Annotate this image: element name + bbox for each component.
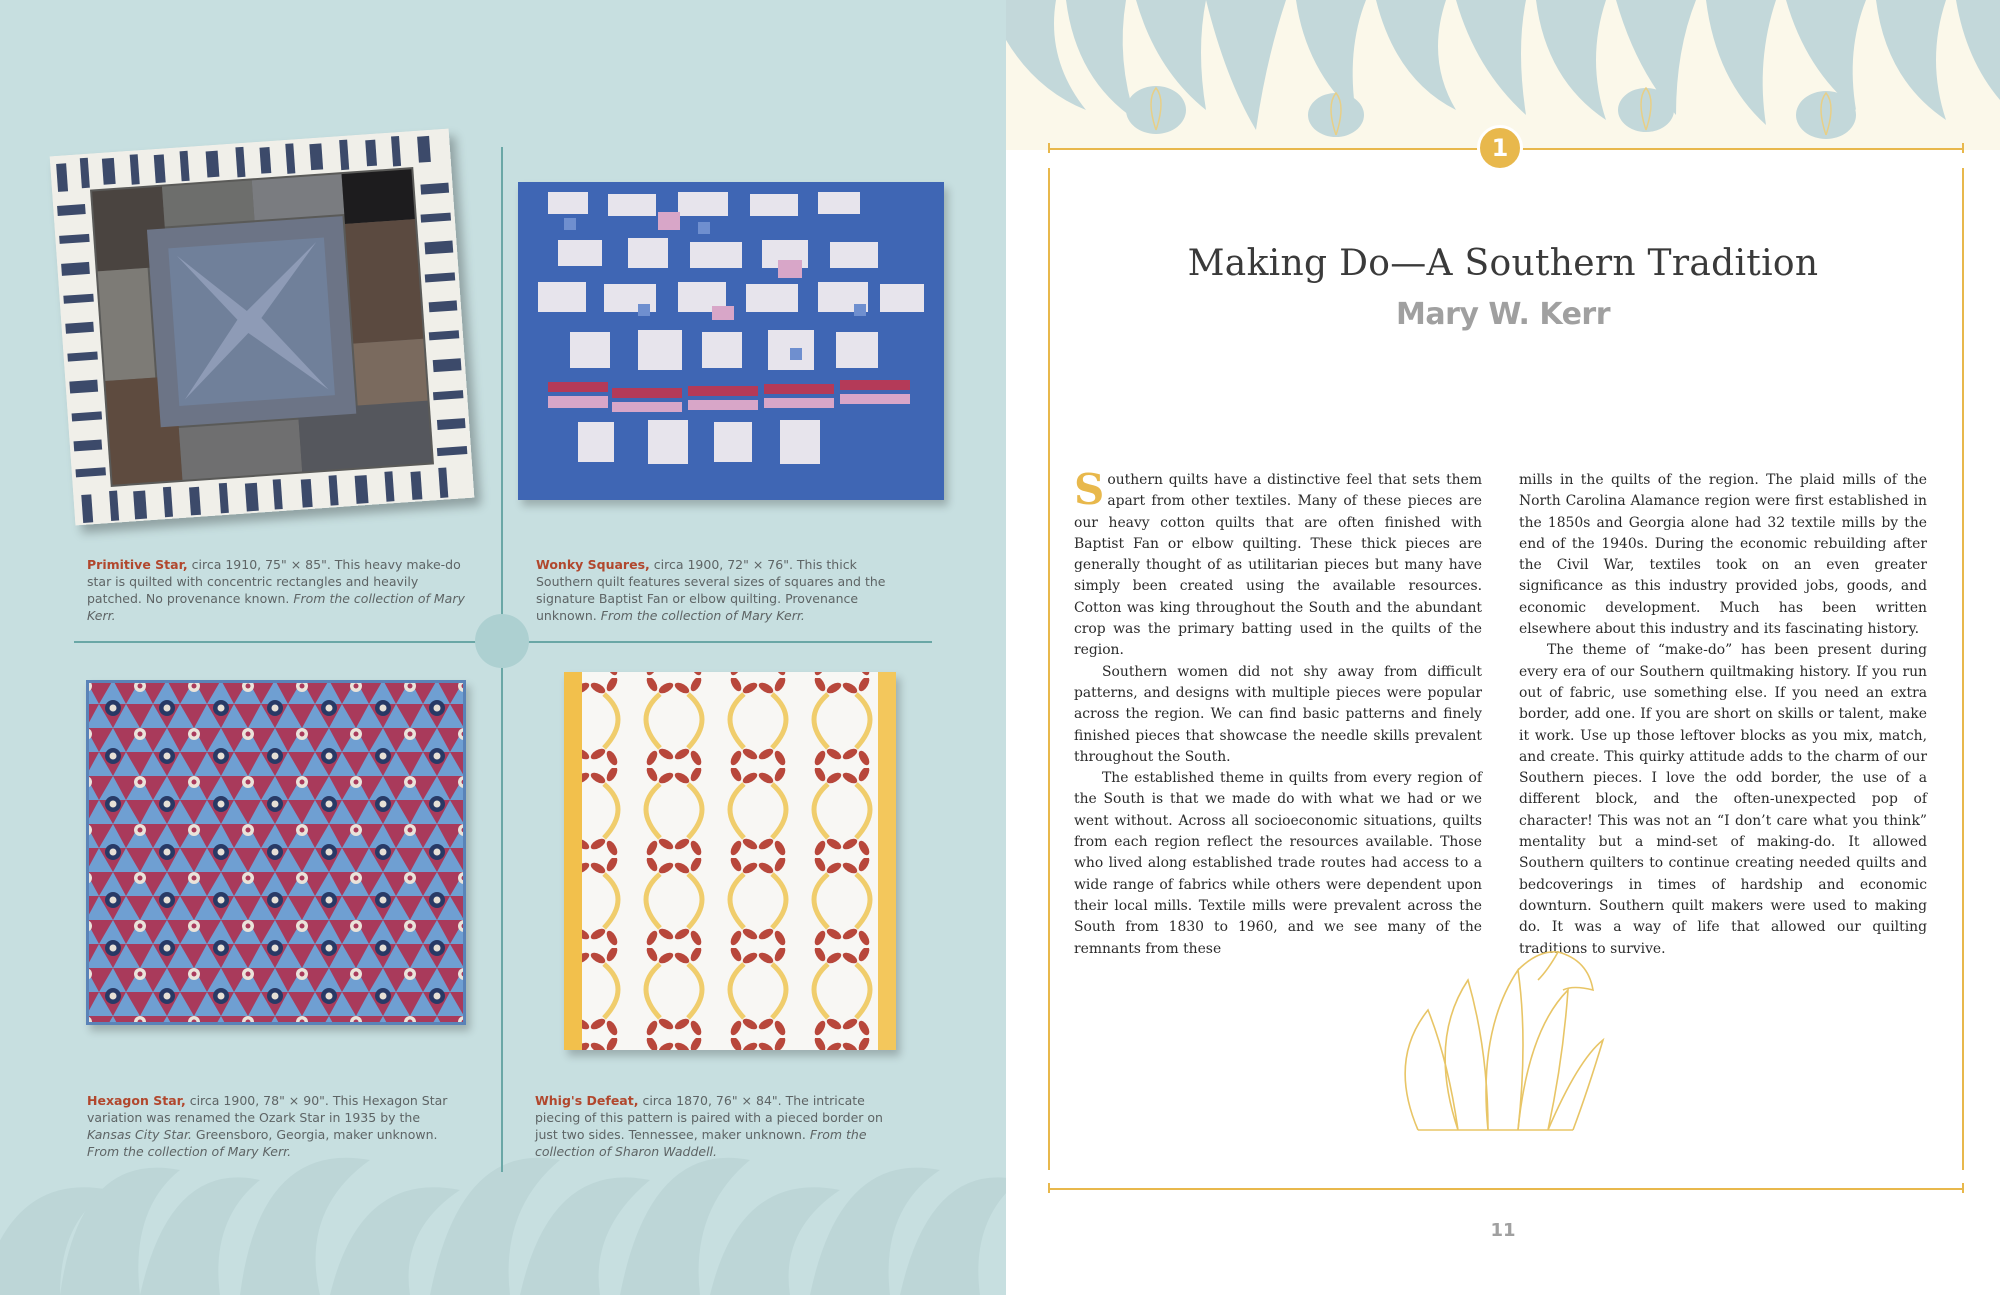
caption-title: Hexagon Star, [87,1093,186,1108]
body-paragraph: The theme of “make-do” has been present during every era of our Southern quiltmaking history. If you run out of fabric, use something else. If you need an extra border, add one. If you are short on skills or talent, make it work. Use up those leftover blocks as you mix, match, and create. This quirky attitude adds to the charm of our Southern pieces. I love the odd border, the use of a different block, and the often-unexpected pop of character! This was not an “I don’t care what you think” mentality but a mind-set of making-do. It allowed Southern quilters to continue creating needed quilts and bedcoverings in times of hardship and economic downturn. Southern quilt makers were used to making do. It was a way of life that allowed our quilting traditions to survive. [1519,642,1927,957]
caption-text: circa 1900, 72" × 76". This thick Southern quilt features several sizes of squares and the signature Baptist Fan or elbow quilting. Provenance unknown. [536,557,886,623]
primitive-star-quilt-photo [50,128,475,525]
caption-text-2: Greensboro, Georgia, maker unknown. [191,1127,438,1142]
caption-title: Primitive Star, [87,557,188,572]
whigs-defeat-quilt-photo [564,672,896,1050]
body-column-2 [1519,470,1927,960]
chapter-author: Mary W. Kerr [1395,297,1611,332]
wonky-squares-quilt-photo [518,182,944,500]
fan-leaf-ornament [1388,940,1608,1140]
caption-text: circa 1910, 75" × 85". This heavy make-do star is quilted with concentric rectangles and heavily patched. No provenance known. [87,557,461,606]
drop-cap: S [1074,465,1105,514]
body-paragraph: Southern women did not shy away from difficult patterns, and designs with multiple pieces were popular across the region. We can find basic patterns and finely finished pieces that showcase the needle skills prevalent throughout the South. [1074,663,1482,765]
caption-credit: From the collection of Mary Kerr. [87,1144,292,1159]
chapter-number-badge: 1 [1477,125,1523,171]
body-paragraph [1074,465,1482,662]
caption-wonky-squares [536,556,916,624]
paragraph-text: outhern quilts have a distinctive feel that sets them apart from other textiles. Many of these pieces are our heavy cotton quilts that are often finished with Baptist Fan or elbow quilting. These thick pieces are generally thought of as utilitarian pieces but many have simply been created using the available resources. Cotton was king throughout the South and the abundant crop was the primary batting used in the quilts of the region. [1074,472,1482,659]
caption-credit: From the collection of Sharon Waddell. [535,1127,867,1159]
body-paragraph: mills in the quilts of the region. The plaid mills of the North Carolina Alamance region were first established in the 1850s and Georgia alone had 32 textile mills by the end of the 1940s. During the economic rebuilding after the Civil War, textiles took on an even greater significance as this industry provided jobs, goods, and economic development. Much has been written elsewhere about this industry and its fascinating history. [1519,472,1927,638]
caption-title: Whig's Defeat, [535,1093,639,1108]
caption-text: circa 1900, 78" × 90". This Hexagon Star variation was renamed the Ozark Star in 1935 by the [87,1093,448,1125]
body-column-1 [1074,465,1482,960]
caption-credit: From the collection of Mary Kerr. [600,608,805,623]
caption-credit: From the collection of Mary Kerr. [87,591,465,623]
caption-inline-credit: Kansas City Star. [87,1127,192,1142]
caption-primitive-star [87,556,467,624]
rule-center-circle [475,614,529,668]
caption-text: circa 1870, 76" × 84". The intricate piecing of this pattern is paired with a pieced border on just two sides. Tennessee, maker unknown. [535,1093,883,1142]
page-number: 11 [1490,1220,1516,1241]
hexagon-star-quilt-photo [86,680,466,1025]
caption-hexagon-star [87,1092,467,1160]
caption-title: Wonky Squares, [536,557,650,572]
right-page [1006,0,2000,1295]
body-paragraph: The established theme in quilts from every region of the South is that we made do with what we had or we went without. Across all socioeconomic situations, quilts from each region reflect the resources available. Those who lived along established trade routes had access to a wide range of fabrics while others were dependent upon their local mills. Textile mills were prevalent across the South from 1830 to 1960, and we see many of the remnants from these [1074,770,1482,957]
caption-whigs-defeat [535,1092,905,1160]
chapter-title: Making Do—A Southern Tradition [1187,243,1819,284]
